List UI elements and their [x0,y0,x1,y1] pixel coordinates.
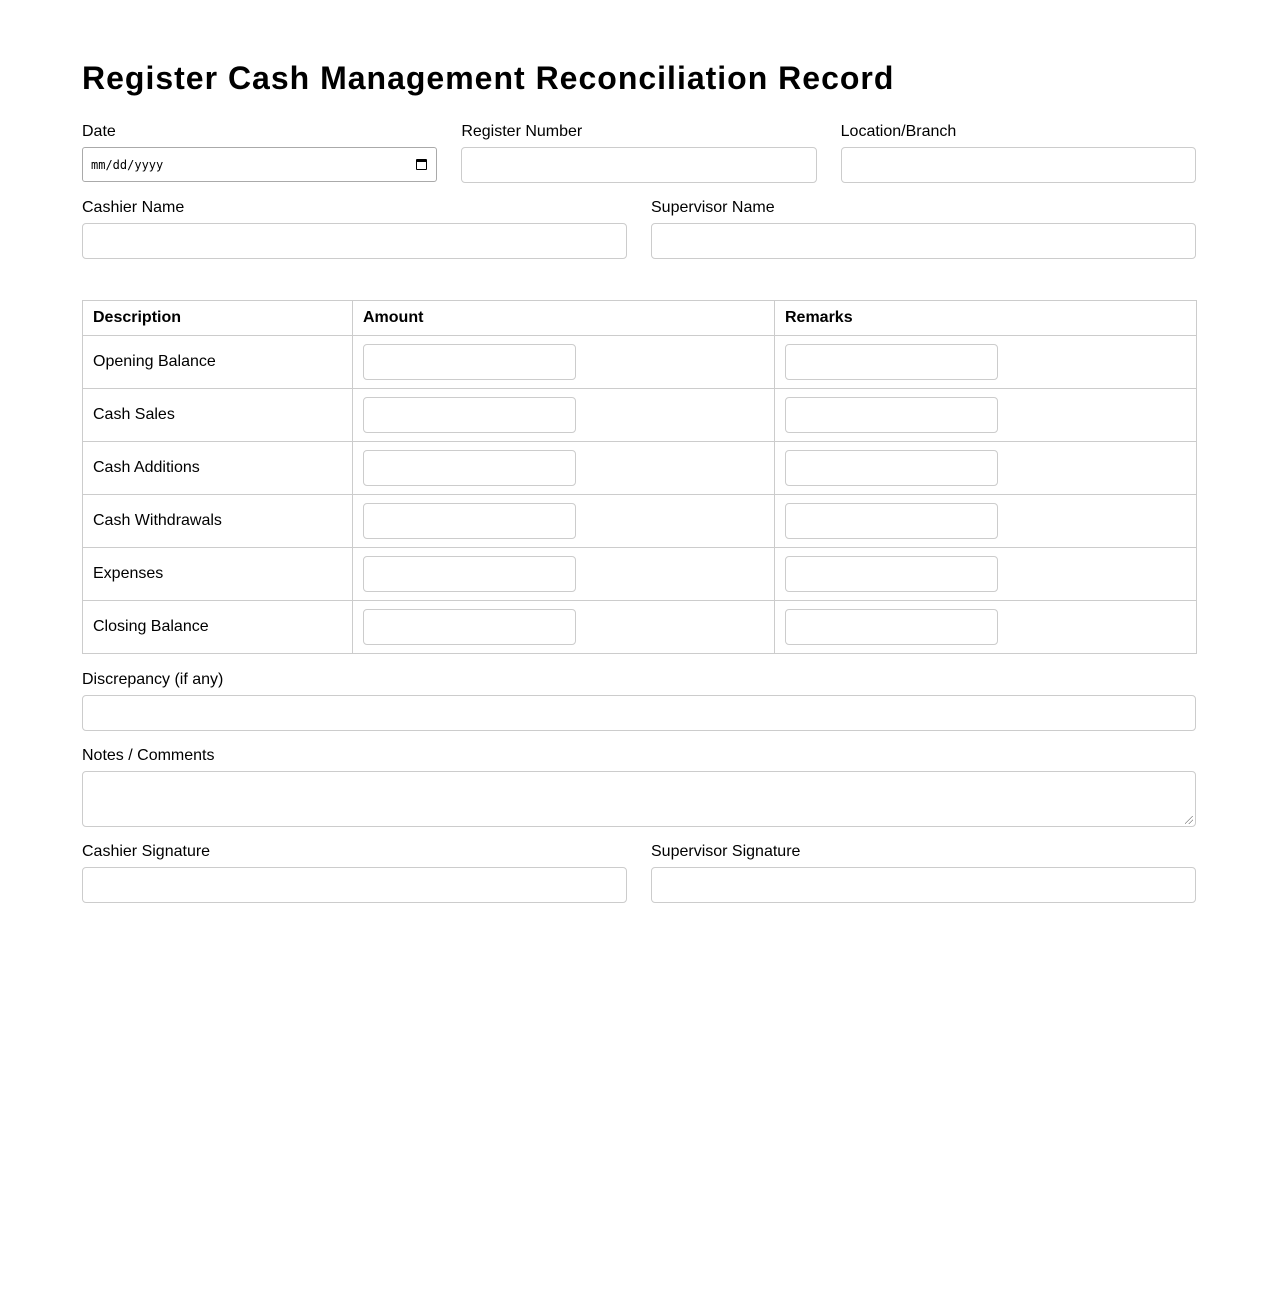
amount-input[interactable] [363,503,576,539]
register-number-label: Register Number [461,123,583,140]
remarks-input[interactable] [785,397,998,433]
row-description: Expenses [83,548,353,601]
cashier-signature-input[interactable] [82,867,627,903]
remarks-cell [775,548,1197,601]
amount-input[interactable] [363,556,576,592]
cashier-name-field-group [82,199,627,259]
location-branch-field-group [841,123,1196,183]
reconciliation-table [82,300,1197,654]
remarks-cell [775,389,1197,442]
row-description: Cash Sales [83,389,353,442]
amount-input[interactable] [363,344,576,380]
amount-input[interactable] [363,450,576,486]
remarks-input[interactable] [785,556,998,592]
date-label: Date [82,123,116,140]
amount-input[interactable] [363,397,576,433]
remarks-cell [775,336,1197,389]
notes-row [82,747,1196,827]
discrepancy-input[interactable] [82,695,1196,731]
amount-cell [353,495,775,548]
resize-handle-icon[interactable] [1185,816,1193,824]
table-row [83,548,1197,601]
remarks-cell [775,601,1197,654]
amount-cell [353,601,775,654]
remarks-cell [775,442,1197,495]
supervisor-signature-field-group [651,843,1196,903]
page-title: Register Cash Management Reconciliation Record [82,60,895,96]
header-row-1 [82,123,1196,183]
amount-cell [353,442,775,495]
discrepancy-label: Discrepancy (if any) [82,671,224,688]
table-header-row [83,301,1197,336]
row-description: Opening Balance [83,336,353,389]
location-branch-label: Location/Branch [840,123,957,140]
supervisor-name-label: Supervisor Name [651,199,775,216]
table-row [83,442,1197,495]
date-field-group [82,123,437,183]
remarks-input[interactable] [785,609,998,645]
table-row [83,495,1197,548]
supervisor-signature-input[interactable] [651,867,1196,903]
amount-cell [353,336,775,389]
table-row [83,601,1197,654]
date-input[interactable] [82,147,437,182]
cashier-signature-label: Cashier Signature [82,843,211,860]
discrepancy-field-group [82,671,1196,731]
row-description: Cash Additions [83,442,353,495]
row-description: Cash Withdrawals [83,495,353,548]
column-header-remarks: Remarks [775,301,1197,336]
column-header-description: Description [83,301,353,336]
amount-input[interactable] [363,609,576,645]
discrepancy-row [82,671,1196,731]
date-placeholder: mm/dd/yyyy [91,157,164,172]
table-row [83,336,1197,389]
signatures-row [82,843,1196,903]
table-row [83,389,1197,442]
amount-cell [353,389,775,442]
cashier-signature-field-group [82,843,627,903]
register-number-field-group [461,123,816,183]
cashier-name-input[interactable] [82,223,627,259]
supervisor-signature-label: Supervisor Signature [651,843,801,860]
row-description: Closing Balance [83,601,353,654]
remarks-input[interactable] [785,450,998,486]
notes-label: Notes / Comments [82,747,215,764]
column-header-amount: Amount [353,301,775,336]
notes-field-group [82,747,1196,827]
header-row-2 [82,199,1196,259]
cashier-name-label: Cashier Name [82,199,185,216]
remarks-input[interactable] [785,503,998,539]
calendar-icon[interactable] [416,159,427,170]
remarks-input[interactable] [785,344,998,380]
supervisor-name-field-group [651,199,1196,259]
remarks-cell [775,495,1197,548]
notes-textarea[interactable] [82,771,1196,827]
register-number-input[interactable] [461,147,816,183]
amount-cell [353,548,775,601]
supervisor-name-input[interactable] [651,223,1196,259]
location-branch-input[interactable] [841,147,1196,183]
